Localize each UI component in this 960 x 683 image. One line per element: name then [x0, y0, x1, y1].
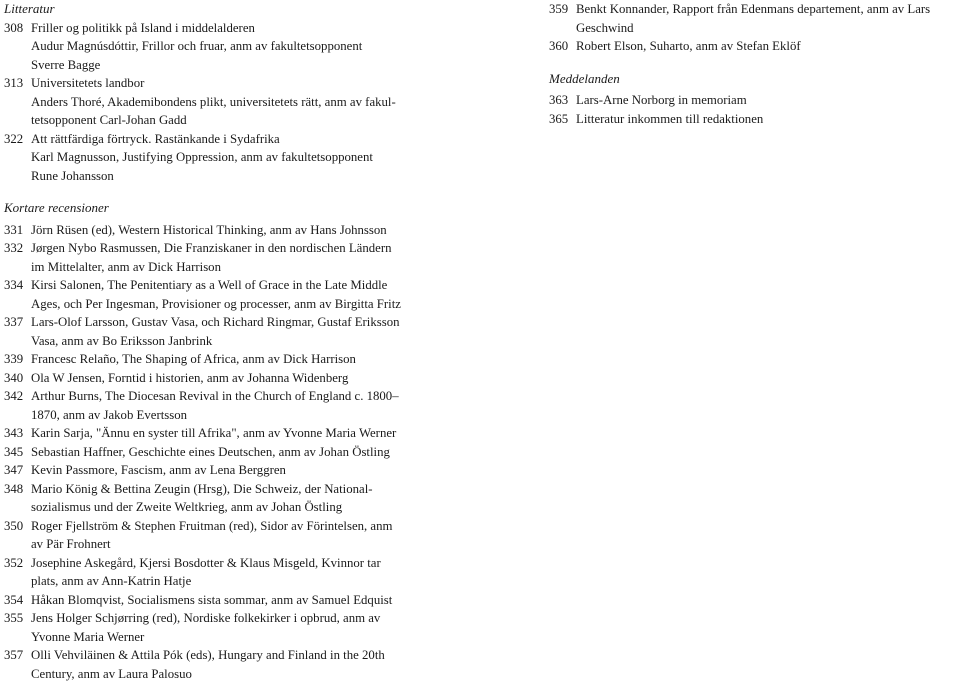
entry-line: Lars-Arne Norborg in memoriam	[576, 91, 957, 110]
entry-line: Century, anm av Laura Palosuo	[31, 665, 414, 683]
page-number: 354	[4, 591, 30, 610]
page-number: 342	[4, 387, 30, 406]
page-number: 343	[4, 424, 30, 443]
entry-line: Arthur Burns, The Diocesan Revival in the Church of England c. 1800–	[31, 387, 414, 406]
page-number: 350	[4, 517, 30, 536]
page-number: 340	[4, 369, 30, 388]
page-number: 352	[4, 554, 30, 573]
entry-line: Robert Elson, Suharto, anm av Stefan Eklöf	[576, 37, 957, 56]
entry-line: Yvonne Maria Werner	[31, 628, 414, 647]
entry-line: Lars-Olof Larsson, Gustav Vasa, och Richard Ringmar, Gustaf Eriksson	[31, 313, 414, 332]
entry-line: Karin Sarja, "Ännu en syster till Afrika", anm av Yvonne Maria Werner	[31, 424, 414, 443]
page-number: 313	[4, 74, 30, 93]
toc-entry	[4, 239, 414, 276]
page-number: 365	[549, 110, 575, 129]
toc-entry	[4, 461, 414, 480]
page-number: 339	[4, 350, 30, 369]
entry-line: Friller og politikk på Island i middelalderen	[31, 19, 414, 38]
entry-line: Olli Vehviläinen & Attila Pók (eds), Hungary and Finland in the 20th	[31, 646, 414, 665]
toc-entry	[4, 387, 414, 424]
entry-line: sozialismus und der Zweite Weltkrieg, anm av Johan Östling	[31, 498, 414, 517]
toc-entry	[4, 19, 414, 75]
entry-line: Kevin Passmore, Fascism, anm av Lena Berggren	[31, 461, 414, 480]
toc-entry	[4, 350, 414, 369]
toc-entry	[549, 37, 957, 56]
section-heading-meddelanden: Meddelanden	[549, 70, 957, 89]
page-number: 337	[4, 313, 30, 332]
toc-entry	[4, 424, 414, 443]
toc-entry	[4, 313, 414, 350]
page-number: 359	[549, 0, 575, 19]
entry-line: Litteratur inkommen till redaktionen	[576, 110, 957, 129]
toc-entry	[549, 110, 957, 129]
toc-entry	[4, 221, 414, 240]
right-column	[549, 0, 957, 128]
toc-entry	[4, 443, 414, 462]
page-number: 347	[4, 461, 30, 480]
entry-line: Mario König & Bettina Zeugin (Hrsg), Die Schweiz, der National-	[31, 480, 414, 499]
toc-entry	[4, 480, 414, 517]
toc-entry	[4, 609, 414, 646]
entry-line: Ola W Jensen, Forntid i historien, anm av Johanna Widenberg	[31, 369, 414, 388]
page-number: 355	[4, 609, 30, 628]
toc-entry	[4, 369, 414, 388]
entry-line: Jörn Rüsen (ed), Western Historical Thinking, anm av Hans Johnsson	[31, 221, 414, 240]
page-number: 332	[4, 239, 30, 258]
kortare-recensioner-section	[4, 199, 414, 683]
entry-line: Audur Magnúsdóttir, Frillor och fruar, anm av fakultetsopponent	[31, 37, 414, 56]
toc-entry	[4, 554, 414, 591]
entry-line: Sebastian Haffner, Geschichte eines Deutschen, anm av Johan Östling	[31, 443, 414, 462]
entry-line: Håkan Blomqvist, Socialismens sista sommar, anm av Samuel Edquist	[31, 591, 414, 610]
entry-line: Vasa, anm av Bo Eriksson Janbrink	[31, 332, 414, 351]
entry-line: im Mittelalter, anm av Dick Harrison	[31, 258, 414, 277]
toc-entry	[549, 0, 957, 37]
entry-line: 1870, anm av Jakob Evertsson	[31, 406, 414, 425]
page-number: 357	[4, 646, 30, 665]
litteratur-section	[4, 0, 414, 185]
section-heading-kortare-recensioner: Kortare recensioner	[4, 199, 414, 218]
entry-line: Benkt Konnander, Rapport från Edenmans departement, anm av Lars	[576, 0, 957, 19]
entry-line: Att rättfärdiga förtryck. Rastänkande i Sydafrika	[31, 130, 414, 149]
page-number: 331	[4, 221, 30, 240]
toc-entry	[4, 591, 414, 610]
entry-line: Sverre Bagge	[31, 56, 414, 75]
toc-entry	[4, 646, 414, 683]
entry-line: Ages, och Per Ingesman, Provisioner og processer, anm av Birgitta Fritz	[31, 295, 414, 314]
entry-line: av Pär Frohnert	[31, 535, 414, 554]
toc-entry	[4, 517, 414, 554]
entry-line: Francesc Relaño, The Shaping of Africa, anm av Dick Harrison	[31, 350, 414, 369]
page-number: 308	[4, 19, 30, 38]
entry-line: Rune Johansson	[31, 167, 414, 186]
page-number: 348	[4, 480, 30, 499]
entry-line: Geschwind	[576, 19, 957, 38]
review-list	[4, 221, 414, 683]
entry-line: Roger Fjellström & Stephen Fruitman (red), Sidor av Förintelsen, anm	[31, 517, 414, 536]
entry-line: Jørgen Nybo Rasmussen, Die Franziskaner in den nordischen Ländern	[31, 239, 414, 258]
entry-line: Karl Magnusson, Justifying Oppression, anm av fakultetsopponent	[31, 148, 414, 167]
toc-entry	[4, 74, 414, 130]
toc-entry	[549, 91, 957, 110]
entry-line: Anders Thoré, Akademibondens plikt, universitetets rätt, anm av fakul-	[31, 93, 414, 112]
entry-line: Jens Holger Schjørring (red), Nordiske folkekirker i opbrud, anm av	[31, 609, 414, 628]
entry-line: Universitetets landbor	[31, 74, 414, 93]
page-number: 363	[549, 91, 575, 110]
toc-entry	[4, 130, 414, 186]
entry-line: plats, anm av Ann-Katrin Hatje	[31, 572, 414, 591]
toc-entry	[4, 276, 414, 313]
page-number: 360	[549, 37, 575, 56]
entry-line: tetsopponent Carl-Johan Gadd	[31, 111, 414, 130]
entry-line: Josephine Askegård, Kjersi Bosdotter & Klaus Misgeld, Kvinnor tar	[31, 554, 414, 573]
page-number: 322	[4, 130, 30, 149]
page-number: 334	[4, 276, 30, 295]
page-number: 345	[4, 443, 30, 462]
section-heading-litteratur: Litteratur	[4, 0, 414, 19]
entry-line: Kirsi Salonen, The Penitentiary as a Well of Grace in the Late Middle	[31, 276, 414, 295]
